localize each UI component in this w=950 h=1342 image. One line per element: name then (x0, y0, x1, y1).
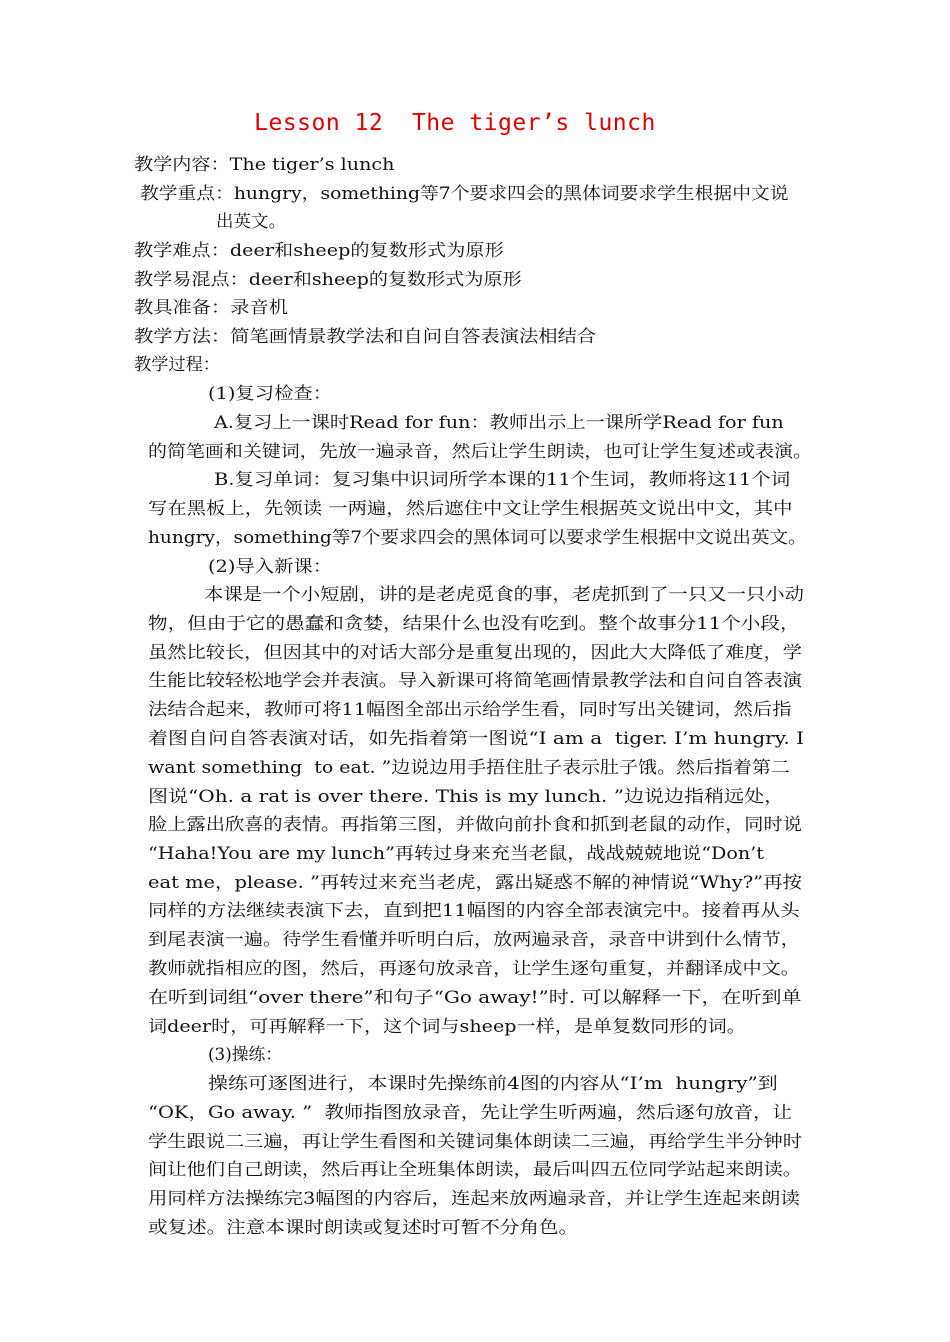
text-line: “OK，Go away. ” 教师指图放录音，先让学生听两遍，然后逐句放音，让 (148, 1103, 793, 1123)
text-line: 同样的方法继续表演下去，直到把11幅图的内容全部表演完中。接着再从头 (148, 901, 800, 921)
text-line: (2)导入新课： (208, 557, 333, 577)
text-line: 虽然比较长，但因其中的对话大部分是重复出现的，因此大大降低了难度，学 (148, 643, 803, 663)
text-line: (3)操练： (208, 1045, 283, 1065)
text-line: want something to eat. ”边说边用手捂住肚子表示肚子饿。然后指着第二 (148, 758, 790, 778)
text-line: 图说“Oh. a rat is over there. This is my lunch. ”边说边指稍远处， (148, 787, 785, 807)
text-line: 教学过程： (134, 355, 221, 375)
text-line: 操练可逐图进行，本课时先操练前4图的内容从“I’m hungry”到 (208, 1074, 778, 1094)
text-line: 在听到词组“over there”和句子“Go away!”时. 可以解释一下，在听到单 (148, 988, 802, 1008)
text-line: 间让他们自己朗读，然后再让全班集体朗读，最后叫四五位同学站起来朗读。 (148, 1160, 803, 1180)
text-line: 或复述。注意本课时朗读或复述时可暂不分角色。 (148, 1218, 578, 1238)
text-line: 词deer时，可再解释一下，这个词与sheep一样，是单复数同形的词。 (148, 1017, 746, 1037)
text-line: 脸上露出欣喜的表情。再指第三图，并做向前扑食和抓到老鼠的动作，同时说 (148, 815, 803, 835)
text-line: 教具准备：录音机 (134, 298, 289, 318)
text-line: 本课是一个小短剧，讲的是老虎觅食的事，老虎抓到了一只又一只小动 (204, 585, 804, 605)
text-line: A.复习上一课时Read for fun：教师出示上一课所学Read for fun (214, 413, 784, 433)
text-line: 生能比较轻松地学会并表演。导入新课可将简笔画情景教学法和自问自答表演 (148, 671, 803, 691)
text-line: 着图自问自答表演对话，如先指着第一图说“I am a tiger. I’m hungry. I (148, 729, 805, 749)
text-line: eat me，please. ”再转过来充当老虎，露出疑惑不解的神情说“Why?”再按 (148, 873, 802, 893)
text-line: 到尾表演一遍。待学生看懂并听明白后，放两遍录音，录音中讲到什么情节， (148, 930, 800, 950)
text-line: “Haha!You are my lunch”再转过身来充当老鼠，战战兢兢地说“Don’t (148, 844, 764, 864)
text-line: 出英文。 (216, 212, 286, 232)
text-line: hungry，something等7个要求四会的黑体词可以要求学生根据中文说出英文。 (148, 528, 807, 548)
text-line: 教学方法：简笔画情景教学法和自问自答表演法相结合 (134, 327, 597, 347)
text-line: B.复习单词：复习集中识词所学本课的11个生词，教师将这11个词 (214, 470, 791, 490)
lesson-title: Lesson 12 The tiger’s lunch (254, 110, 656, 136)
text-line: 法结合起来，教师可将11幅图全部出示给学生看，同时写出关键词，然后指 (148, 700, 792, 720)
text-line: 教学重点：hungry，something等7个要求四会的黑体词要求学生根据中文说 (140, 184, 789, 204)
text-line: 教学难点：deer和sheep的复数形式为原形 (134, 241, 504, 261)
text-line: 用同样方法操练完3幅图的内容后，连起来放两遍录音，并让学生连起来朗读 (148, 1189, 800, 1209)
text-line: 的简笔画和关键词，先放一遍录音，然后让学生朗读，也可让学生复述或表演。 (148, 442, 813, 462)
text-line: 教学易混点：deer和sheep的复数形式为原形 (134, 270, 522, 290)
text-line: 学生跟说二三遍，再让学生看图和关键词集体朗读二三遍，再给学生半分钟时 (148, 1132, 803, 1152)
text-line: (1)复习检查： (208, 384, 333, 404)
text-line: 教学内容：The tiger’s lunch (134, 155, 395, 175)
text-line: 物，但由于它的愚蠢和贪婪，结果什么也没有吃到。整个故事分11个小段， (148, 614, 800, 634)
text-line: 教师就指相应的图，然后，再逐句放录音，让学生逐句重复，并翻译成中文。 (148, 959, 800, 979)
text-line: 写在黑板上，先领读 一两遍，然后遮住中文让学生根据英文说出中文，其中 (148, 499, 793, 519)
